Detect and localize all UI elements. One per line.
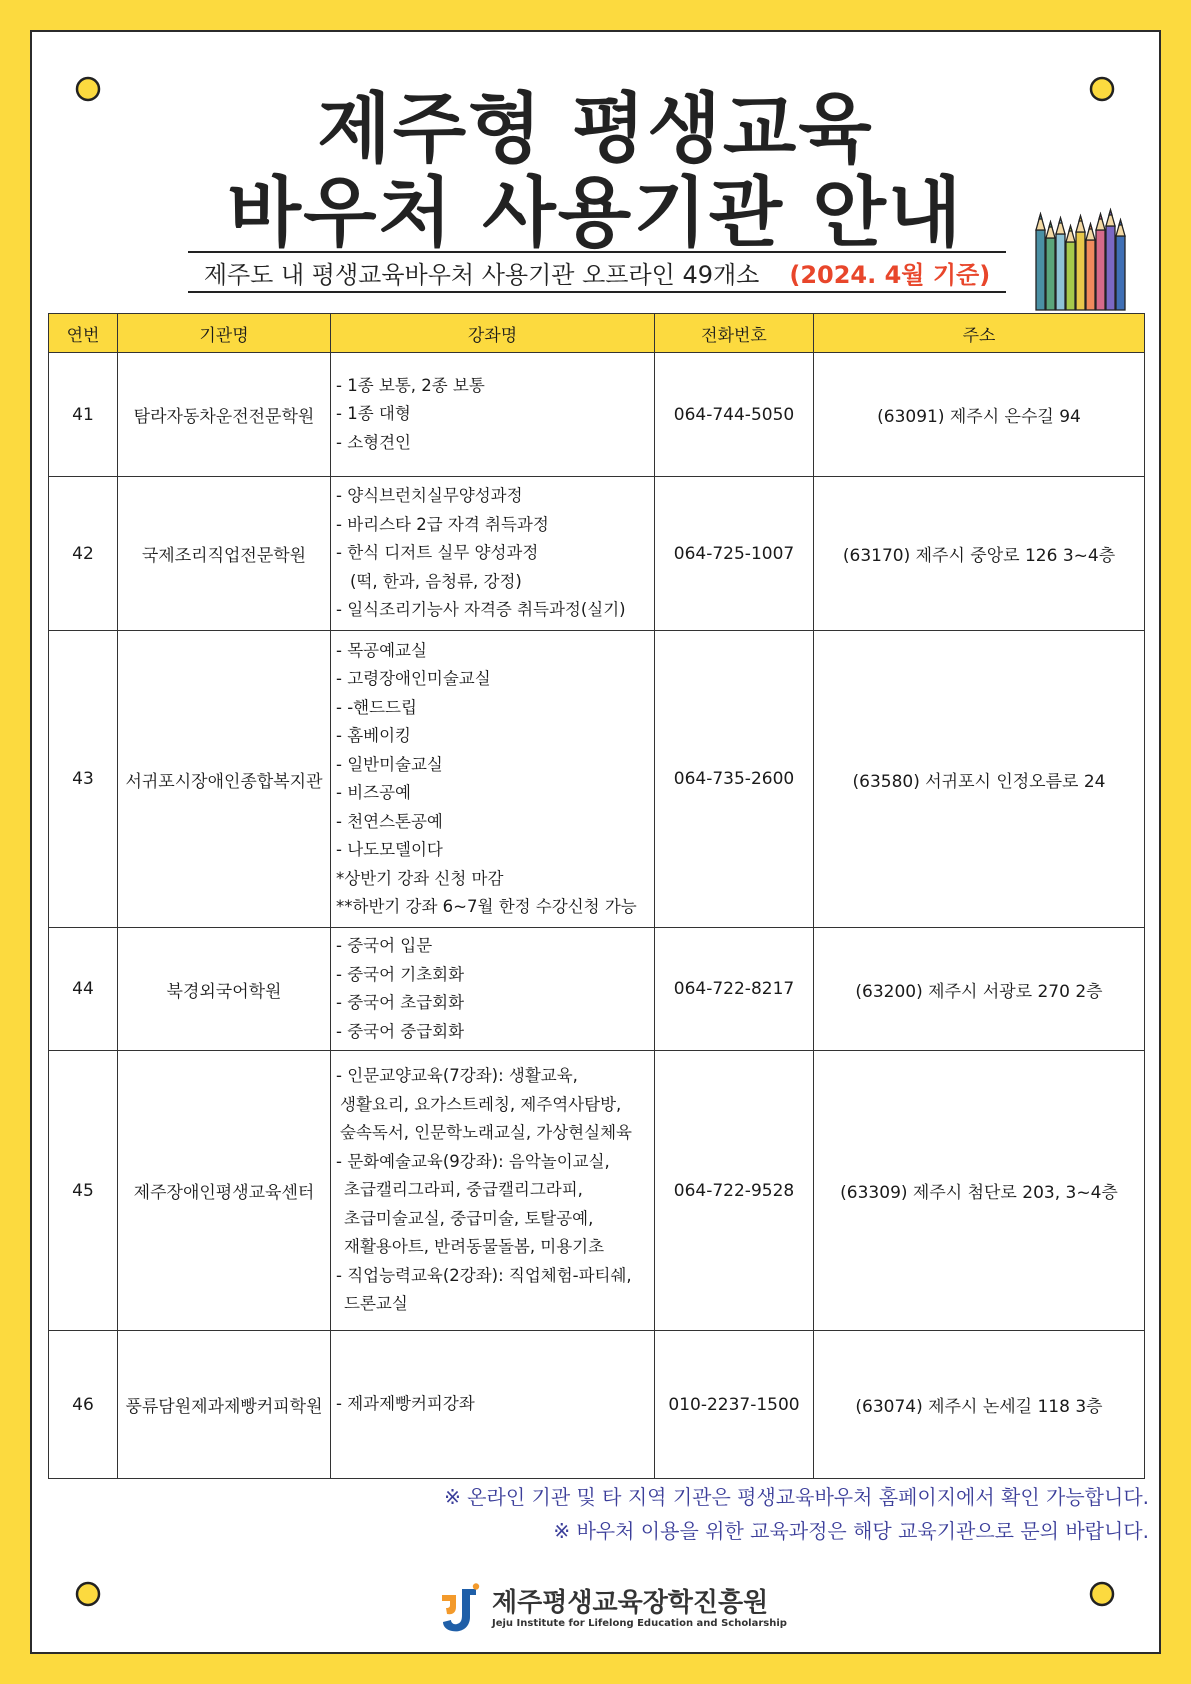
course-item: - 1종 보통, 2종 보통: [336, 375, 485, 395]
row-courses: [331, 477, 655, 631]
table-row: [49, 631, 1145, 928]
course-item: - 천연스톤공예: [336, 811, 443, 831]
row-courses: [331, 1331, 655, 1479]
course-item: 초급미술교실, 중급미술, 토탈공예,: [344, 1208, 594, 1228]
row-name: 서귀포시장애인종합복지관: [118, 631, 331, 928]
row-no: 43: [49, 631, 118, 928]
page-title-line2: 바우처 사용기관 안내: [227, 168, 964, 257]
footnotes: [444, 1480, 1149, 1548]
course-item: 숲속독서, 인문학노래교실, 가상현실체육: [340, 1123, 632, 1143]
row-no: 46: [49, 1331, 118, 1479]
row-courses: [331, 631, 655, 928]
logo-text: [492, 1588, 787, 1630]
subtitle-text: 제주도 내 평생교육바우처 사용기관 오프라인 49개소: [203, 260, 760, 289]
table-header-row: [49, 314, 1145, 353]
row-phone: 064-722-9528: [655, 1051, 814, 1331]
row-phone: 064-725-1007: [655, 477, 814, 631]
row-courses: [331, 928, 655, 1051]
course-item: 초급캘리그라피, 중급캘리그라피,: [344, 1180, 583, 1200]
footnote-online: ※ 온라인 기관 및 타 지역 기관은 평생교육바우처 홈페이지에서 확인 가능합니다.: [444, 1485, 1149, 1509]
course-item: - 목공예교실: [336, 640, 427, 660]
row-no: 42: [49, 477, 118, 631]
institute-logo: [440, 1583, 787, 1635]
table-row: [49, 353, 1145, 477]
row-address: (63580) 서귀포시 인정오름로 24: [814, 631, 1145, 928]
logo-english: Jeju Institute for Lifelong Education and Scholarship: [492, 1618, 787, 1629]
table-row: [49, 928, 1145, 1051]
course-item: 재활용아트, 반려동물돌봄, 미용기초: [344, 1237, 605, 1257]
course-item: - 한식 디저트 실무 양성과정: [336, 543, 539, 563]
row-courses: [331, 353, 655, 477]
course-item: - 제과제빵커피강좌: [336, 1394, 475, 1414]
header-address: 주소: [814, 314, 1145, 353]
course-item: - 홈베이킹: [336, 726, 411, 745]
row-name: 탐라자동차운전전문학원: [118, 353, 331, 477]
colored-pencils-icon: [1034, 202, 1134, 312]
course-item: - 일반미술교실: [336, 754, 443, 774]
row-address: (63200) 제주시 서광로 270 2층: [814, 928, 1145, 1051]
course-item: - 중국어 입문: [336, 936, 433, 955]
row-no: 44: [49, 928, 118, 1051]
course-item: 드론교실: [344, 1294, 408, 1314]
row-address: (63091) 제주시 은수길 94: [814, 353, 1145, 477]
course-item: 생활요리, 요가스트레칭, 제주역사탐방,: [340, 1094, 622, 1114]
row-no: 41: [49, 353, 118, 477]
page-title-line1: 제주형 평생교육: [317, 84, 874, 173]
course-item: **하반기 강좌 6~7월 한정 수강신청 가능: [336, 897, 637, 916]
subtitle-date: (2024. 4월 기준): [789, 260, 991, 289]
row-phone: 064-735-2600: [655, 631, 814, 928]
course-item: - 소형견인: [336, 432, 411, 452]
course-item: - 고령장애인미술교실: [336, 669, 491, 688]
course-item: - 중국어 기초회화: [336, 964, 465, 984]
course-item: *상반기 강좌 신청 마감: [336, 868, 504, 888]
jeju-institute-logo-icon: [440, 1583, 482, 1635]
course-item: - 인문교양교육(7강좌): 생활교육,: [336, 1066, 578, 1086]
row-phone: 064-744-5050: [655, 353, 814, 477]
course-item: - -핸드드립: [336, 697, 417, 717]
course-item: - 중국어 초급회화: [336, 993, 465, 1012]
logo-name: 제주평생교육장학진흥원: [492, 1588, 769, 1618]
row-phone: 064-722-8217: [655, 928, 814, 1051]
row-address: (63309) 제주시 첨단로 203, 3~4층: [814, 1051, 1145, 1331]
table-row: [49, 1051, 1145, 1331]
row-address: (63170) 제주시 중앙로 126 3~4층: [814, 477, 1145, 631]
header-name: 기관명: [118, 314, 331, 353]
course-item: - 양식브런치실무양성과정: [336, 486, 523, 506]
course-item: - 바리스타 2급 자격 취득과정: [336, 514, 549, 534]
subtitle-bar: [188, 251, 1006, 293]
footnote-inquiry: ※ 바우처 이용을 위한 교육과정은 해당 교육기관으로 문의 바랍니다.: [553, 1519, 1149, 1543]
course-item: - 비즈공예: [336, 783, 411, 802]
course-item: - 1종 대형: [336, 404, 411, 424]
course-item: - 중국어 중급회화: [336, 1021, 465, 1041]
course-item: - 일식조리기능사 자격증 취득과정(실기): [336, 600, 626, 620]
row-name: 제주장애인평생교육센터: [118, 1051, 331, 1331]
row-address: (63074) 제주시 논세길 118 3층: [814, 1331, 1145, 1479]
header-no: 연번: [49, 314, 118, 353]
header-courses: 강좌명: [331, 314, 655, 353]
course-item: - 직업능력교육(2강좌): 직업체험-파티쉐,: [336, 1265, 632, 1285]
row-no: 45: [49, 1051, 118, 1331]
course-item: - 문화예술교육(9강좌): 음악놀이교실,: [336, 1151, 610, 1171]
course-item: - 나도모델이다: [336, 840, 443, 859]
table-row: [49, 1331, 1145, 1479]
table-row: [49, 477, 1145, 631]
header-phone: 전화번호: [655, 314, 814, 353]
row-name: 풍류담원제과제빵커피학원: [118, 1331, 331, 1479]
institution-table: [48, 313, 1145, 1479]
row-courses: [331, 1051, 655, 1331]
row-name: 북경외국어학원: [118, 928, 331, 1051]
course-item: (떡, 한과, 음청류, 강정): [350, 571, 522, 591]
row-phone: 010-2237-1500: [655, 1331, 814, 1479]
row-name: 국제조리직업전문학원: [118, 477, 331, 631]
